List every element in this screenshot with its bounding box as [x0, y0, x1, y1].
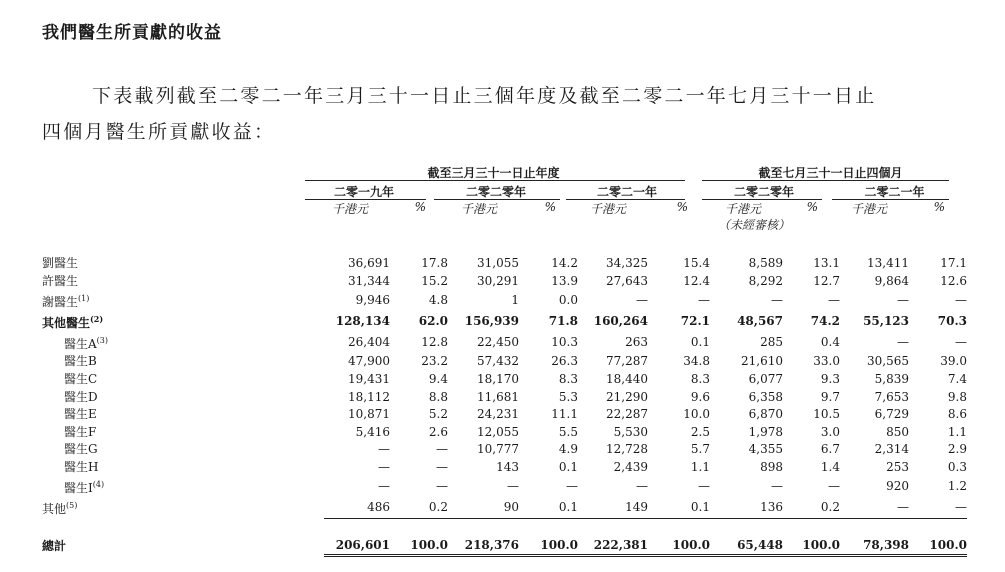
percent-cell: 10.3 [551, 335, 578, 350]
row-label-text: 醫生A [64, 337, 97, 352]
row-label [42, 537, 324, 556]
row-label-text: 醫生C [64, 372, 98, 387]
percent-cell: 100.0 [648, 537, 710, 556]
table-row [42, 497, 967, 518]
percent-cell: 8.8 [428, 389, 448, 404]
row-label-text: 醫生F [64, 424, 97, 439]
unit-hkd-2: 千港元 [460, 202, 497, 216]
amount-cell: — [840, 497, 909, 518]
amount-cell: 19,431 [348, 372, 390, 387]
year-header-5: 二零二一年 [864, 185, 925, 199]
amount-cell: 24,231 [477, 407, 519, 422]
percent-cell: 15.4 [683, 256, 710, 271]
percent-cell: — [828, 479, 840, 494]
unit-hkd-1: 千港元 [331, 202, 368, 216]
row-label [42, 388, 324, 406]
percent-cell: 4.9 [558, 442, 578, 457]
amount-cell: 57,432 [477, 354, 519, 369]
percent-cell: 70.3 [937, 314, 967, 329]
row-label-text: 其他 [42, 502, 67, 517]
row-label-text: 總計 [42, 538, 67, 553]
percent-cell: 3.0 [820, 424, 840, 439]
amount-cell: 55,123 [863, 314, 909, 329]
amount-cell: 47,900 [348, 354, 390, 369]
percent-cell: 2.5 [690, 424, 710, 439]
amount-cell: — [771, 293, 783, 308]
percent-cell: — [566, 479, 578, 494]
percent-cell: 12.6 [940, 273, 967, 288]
table-row [42, 424, 967, 442]
row-label-text: 劉醫生 [42, 256, 79, 271]
row-label [42, 406, 324, 424]
percent-cell: 0.4 [820, 335, 840, 350]
amount-cell: 920 [886, 479, 909, 494]
intro-line-2: 四個月醫生所貢獻收益： [42, 121, 276, 143]
percent-cell: — [436, 460, 448, 475]
amount-cell: 898 [760, 460, 783, 475]
table-row [42, 255, 967, 273]
amount-cell: 8,589 [748, 256, 783, 271]
percent-cell: 2.9 [947, 442, 967, 457]
percent-cell: 33.0 [813, 354, 840, 369]
unit-pct-2: % [544, 200, 556, 214]
amount-cell: 36,691 [348, 256, 390, 271]
amount-cell: 22,287 [606, 407, 648, 422]
amount-cell: 18,112 [348, 389, 390, 404]
amount-cell: 156,939 [464, 314, 519, 329]
percent-cell: 0.3 [947, 460, 967, 475]
amount-cell: 18,440 [606, 372, 648, 387]
amount-cell: 2,439 [613, 460, 648, 475]
percent-cell: — [698, 479, 710, 494]
row-label [42, 476, 324, 497]
amount-cell: 65,448 [710, 537, 783, 556]
amount-cell: 222,381 [578, 537, 648, 556]
percent-cell: 0.2 [390, 497, 448, 518]
amount-cell: 9,864 [874, 273, 909, 288]
percent-cell: — [955, 335, 967, 350]
table-row [42, 441, 967, 459]
year-header-3: 二零二一年 [596, 185, 657, 199]
year-header-4: 二零二零年 [733, 185, 794, 199]
amount-cell: 6,077 [748, 372, 783, 387]
percent-cell: 17.1 [940, 256, 967, 271]
amount-cell: 160,264 [593, 314, 648, 329]
header-four-months: 截至七月三十一日止四個月 [758, 166, 903, 180]
table-row [42, 388, 967, 406]
footnote-marker: (3) [96, 336, 109, 346]
total-row [42, 537, 967, 556]
table-row [42, 406, 967, 424]
percent-cell: 11.1 [551, 407, 578, 422]
amount-cell: 18,170 [477, 372, 519, 387]
percent-cell: 13.1 [813, 256, 840, 271]
amount-cell: 5,530 [613, 424, 648, 439]
percent-cell: 100.0 [783, 537, 840, 556]
percent-cell: 15.2 [421, 273, 448, 288]
percent-cell: — [436, 442, 448, 457]
amount-cell: 31,344 [348, 273, 390, 288]
percent-cell: — [698, 293, 710, 308]
amount-cell: 13,411 [867, 256, 909, 271]
table-row [42, 332, 967, 353]
percent-cell: 0.1 [690, 335, 710, 350]
amount-cell: — [378, 479, 390, 494]
row-label [42, 424, 324, 442]
amount-cell: 21,290 [606, 389, 648, 404]
year-header-2: 二零二零年 [465, 185, 526, 199]
amount-cell: 22,450 [477, 335, 519, 350]
amount-cell: 149 [578, 497, 648, 518]
row-label [42, 290, 324, 311]
percent-cell: 7.4 [947, 372, 967, 387]
percent-cell: 0.0 [558, 293, 578, 308]
percent-cell: 8.3 [558, 372, 578, 387]
amount-cell: 77,287 [606, 354, 648, 369]
amount-cell: 6,358 [748, 389, 783, 404]
amount-cell: — [636, 293, 648, 308]
table-row [42, 273, 967, 291]
table-row [42, 459, 967, 477]
percent-cell: — [828, 293, 840, 308]
percent-cell: 5.3 [558, 389, 578, 404]
amount-cell: 6,870 [748, 407, 783, 422]
amount-cell: 1,978 [748, 424, 783, 439]
unit-hkd-5: 千港元 [850, 202, 887, 216]
percent-cell: 12.4 [683, 273, 710, 288]
percent-cell: 9.3 [820, 372, 840, 387]
percent-cell: 5.2 [428, 407, 448, 422]
table-row [42, 476, 967, 497]
percent-cell: 71.8 [548, 314, 578, 329]
footnote-marker: (5) [66, 501, 78, 511]
amount-cell: 263 [625, 335, 648, 350]
row-label-text: 醫生G [64, 442, 98, 457]
row-label-text: 醫生I [64, 481, 93, 496]
row-label [42, 311, 324, 332]
percent-cell: 0.1 [648, 497, 710, 518]
amount-cell: 90 [448, 497, 519, 518]
amount-cell: 12,055 [477, 424, 519, 439]
section-title: 我們醫生所貢獻的收益 [42, 23, 222, 43]
percent-cell: 1.1 [947, 424, 967, 439]
amount-cell: 27,643 [606, 273, 648, 288]
amount-cell: 12,728 [606, 442, 648, 457]
row-label-text: 醫生E [64, 407, 97, 422]
percent-cell: 100.0 [390, 537, 448, 556]
amount-cell: 11,681 [477, 389, 519, 404]
percent-cell: 39.0 [940, 354, 967, 369]
unit-unaudited-note: （未經審核） [718, 218, 791, 232]
unit-hkd-3: 千港元 [589, 202, 626, 216]
amount-cell: 486 [324, 497, 390, 518]
unit-pct-5: % [933, 200, 945, 214]
unit-pct-1: % [414, 200, 426, 214]
percent-cell: 5.5 [558, 424, 578, 439]
footnote-marker: (4) [92, 480, 105, 490]
unit-pct-4: % [806, 200, 818, 214]
percent-cell: 100.0 [519, 537, 578, 556]
amount-cell: 5,416 [355, 424, 390, 439]
amount-cell: — [378, 460, 390, 475]
percent-cell: 2.6 [428, 424, 448, 439]
percent-cell: — [436, 479, 448, 494]
percent-cell: 13.9 [551, 273, 578, 288]
row-label-text: 醫生D [64, 389, 98, 404]
amount-cell: 10,871 [348, 407, 390, 422]
amount-cell: — [897, 293, 909, 308]
amount-cell: 6,729 [874, 407, 909, 422]
percent-cell: 9.7 [820, 389, 840, 404]
amount-cell: 31,055 [477, 256, 519, 271]
amount-cell: 34,325 [606, 256, 648, 271]
table-row [42, 371, 967, 389]
percent-cell: 9.8 [947, 389, 967, 404]
row-label [42, 371, 324, 389]
percent-cell: 72.1 [680, 314, 710, 329]
spacer-row [42, 518, 967, 537]
amount-cell: 7,653 [874, 389, 909, 404]
amount-cell: 143 [496, 460, 519, 475]
amount-cell: 285 [760, 335, 783, 350]
percent-cell: 5.7 [690, 442, 710, 457]
amount-cell: 30,291 [477, 273, 519, 288]
percent-cell: 9.4 [428, 372, 448, 387]
percent-cell: 100.0 [909, 537, 967, 556]
percent-cell: 12.8 [421, 335, 448, 350]
percent-cell: 14.2 [551, 256, 578, 271]
row-label-text: 許醫生 [42, 273, 79, 288]
amount-cell: 48,567 [737, 314, 783, 329]
percent-cell: 8.3 [690, 372, 710, 387]
revenue-table-body [42, 255, 967, 556]
percent-cell: 1.2 [947, 479, 967, 494]
unit-hkd-4: 千港元 [724, 202, 761, 216]
amount-cell: 5,839 [874, 372, 909, 387]
percent-cell: 0.2 [783, 497, 840, 518]
percent-cell: 9.6 [690, 389, 710, 404]
footnote-marker: (1) [78, 294, 90, 304]
percent-cell: 74.2 [810, 314, 840, 329]
amount-cell: 78,398 [840, 537, 909, 556]
percent-cell: 17.8 [421, 256, 448, 271]
amount-cell: 30,565 [867, 354, 909, 369]
unit-pct-3: % [676, 200, 688, 214]
percent-cell: 10.0 [683, 407, 710, 422]
row-label-text: 謝醫生 [42, 295, 79, 310]
table-row [42, 353, 967, 371]
percent-cell: 10.5 [813, 407, 840, 422]
amount-cell: 8,292 [748, 273, 783, 288]
amount-cell: 2,314 [874, 442, 909, 457]
amount-cell: — [636, 479, 648, 494]
header-fiscal-year: 截至三月三十一日止年度 [427, 166, 560, 180]
intro-paragraph [42, 78, 957, 150]
amount-cell: — [378, 442, 390, 457]
amount-cell: 253 [886, 460, 909, 475]
percent-cell: 1.4 [820, 460, 840, 475]
table-row [42, 311, 967, 332]
amount-cell: — [771, 479, 783, 494]
percent-cell: 12.7 [813, 273, 840, 288]
intro-line-1: 下表載列截至二零二一年三月三十一日止三個年度及截至二零二一年七月三十一日止 [92, 85, 877, 107]
row-label-text: 醫生B [64, 354, 97, 369]
row-label [42, 273, 324, 291]
percent-cell: 23.2 [421, 354, 448, 369]
amount-cell: 128,134 [335, 314, 390, 329]
amount-cell: — [507, 479, 519, 494]
footnote-marker: (2) [90, 314, 104, 325]
amount-cell: 850 [886, 424, 909, 439]
revenue-table [42, 255, 967, 557]
percent-cell: 6.7 [820, 442, 840, 457]
percent-cell: 0.1 [519, 497, 578, 518]
percent-cell: 4.8 [428, 293, 448, 308]
row-label [42, 255, 324, 273]
row-label [42, 441, 324, 459]
row-label-text: 其他醫生 [42, 316, 91, 331]
year-header-1: 二零一九年 [333, 185, 394, 199]
amount-cell: 21,610 [741, 354, 783, 369]
amount-cell: 136 [710, 497, 783, 518]
amount-cell: 9,946 [355, 293, 390, 308]
header-four-months-rule [702, 180, 949, 181]
percent-cell: — [955, 293, 967, 308]
amount-cell: 1 [511, 293, 519, 308]
percent-cell: 62.0 [418, 314, 448, 329]
row-label-text: 醫生H [64, 460, 99, 475]
row-label [42, 497, 324, 518]
percent-cell: — [909, 497, 967, 518]
amount-cell: 218,376 [448, 537, 519, 556]
amount-cell: 10,777 [477, 442, 519, 457]
row-label [42, 353, 324, 371]
header-fiscal-year-rule [305, 180, 685, 181]
percent-cell: 1.1 [690, 460, 710, 475]
percent-cell: 26.3 [551, 354, 578, 369]
amount-cell: 206,601 [324, 537, 390, 556]
percent-cell: 0.1 [558, 460, 578, 475]
table-row [42, 290, 967, 311]
percent-cell: 8.6 [947, 407, 967, 422]
amount-cell: 4,355 [748, 442, 783, 457]
percent-cell: 34.8 [683, 354, 710, 369]
row-label [42, 332, 324, 353]
amount-cell: 26,404 [348, 335, 390, 350]
amount-cell: — [897, 335, 909, 350]
spacer-cell [42, 518, 967, 537]
row-label [42, 459, 324, 477]
